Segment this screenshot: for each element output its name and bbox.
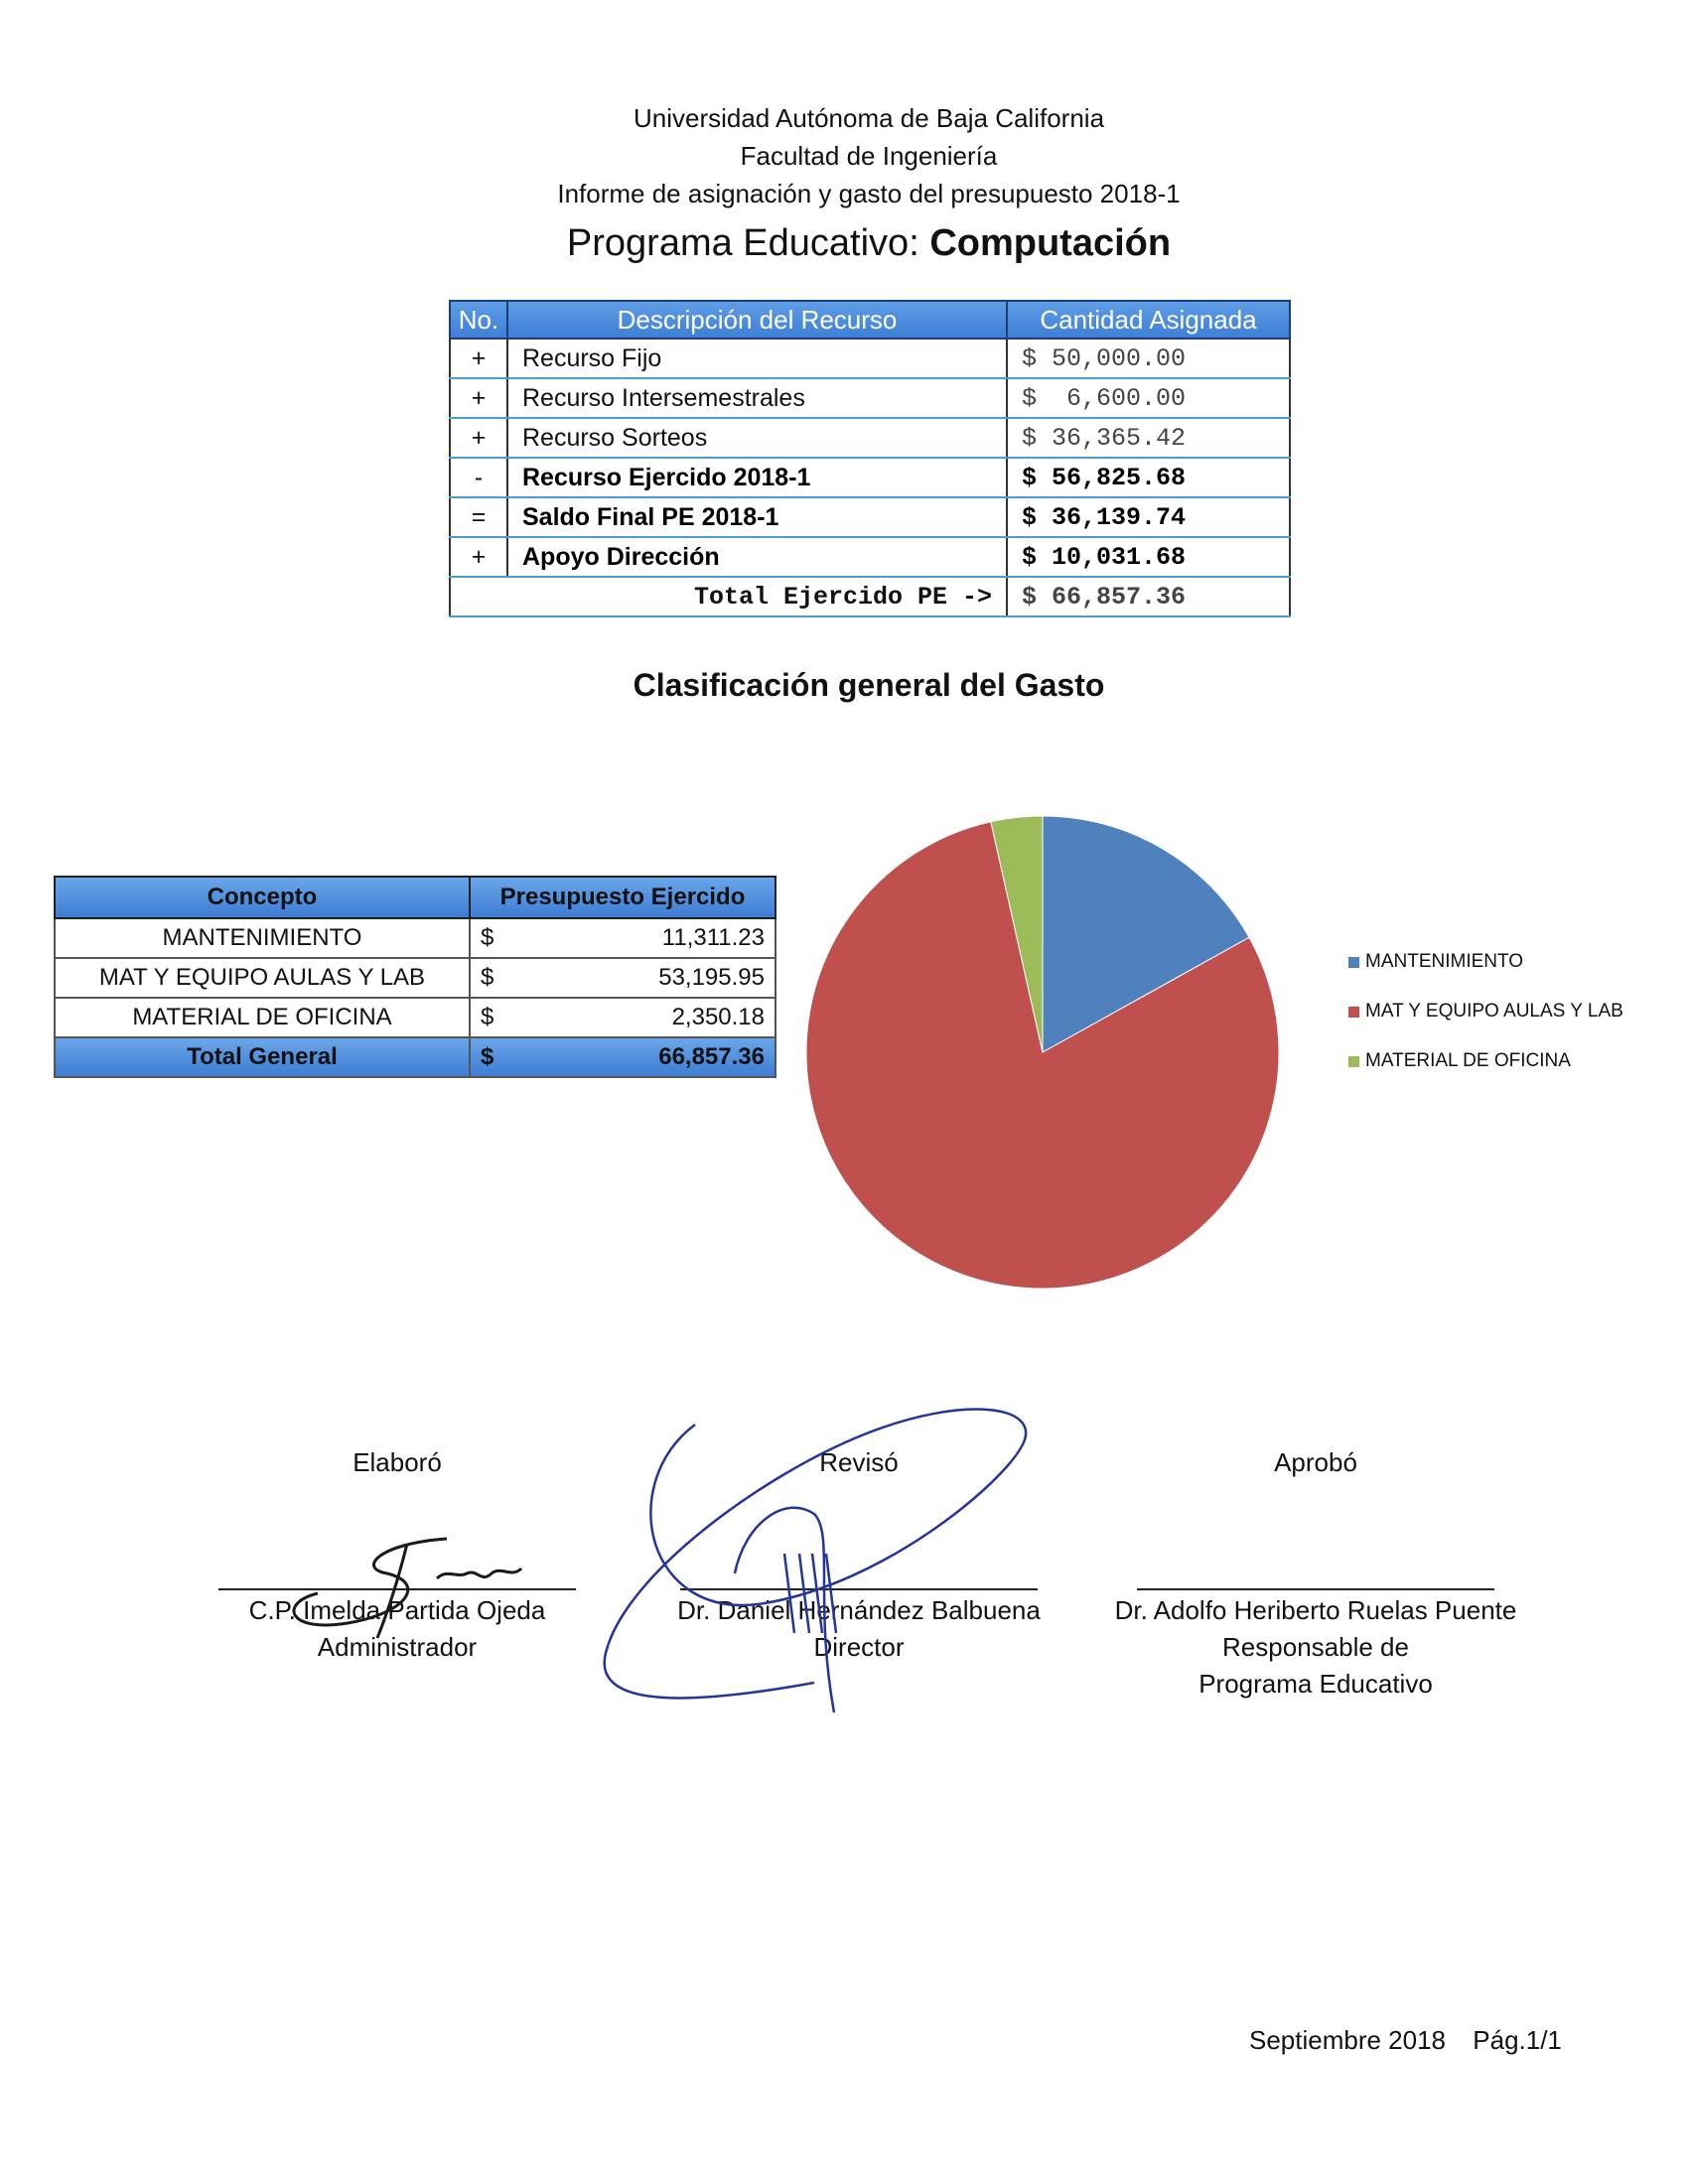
concept-total-row (55, 1037, 775, 1077)
row-symbol: = (450, 497, 507, 537)
col-spent: Presupuesto Ejercido (470, 877, 775, 918)
university-name: Universidad Autónoma de Baja California (633, 103, 1105, 133)
row-symbol: + (450, 418, 507, 458)
row-currency: $ (470, 998, 516, 1037)
table-row (450, 458, 1290, 497)
signature-title: Director (813, 1632, 905, 1662)
budget-total-row (450, 577, 1290, 616)
col-concept: Concepto (55, 877, 470, 918)
chart-legend (1348, 948, 1626, 1097)
legend-item (1348, 998, 1626, 1025)
row-amount: 11,311.23 (516, 918, 775, 958)
program-label: Programa Educativo: (566, 222, 919, 264)
row-amount: $ 10,031.68 (1007, 537, 1290, 577)
table-row (450, 537, 1290, 577)
legend-swatch (1348, 1007, 1359, 1018)
report-title: Informe de asignación y gasto del presupuesto 2018-1 (557, 179, 1181, 208)
row-amount: $ 36,365.42 (1007, 418, 1290, 458)
table-row (55, 918, 775, 958)
row-description: Recurso Fijo (507, 339, 1007, 378)
row-symbol: + (450, 537, 507, 577)
signature-name: Dr. Daniel Hernández Balbuena (677, 1595, 1041, 1625)
signature-role: Elaboró (352, 1447, 442, 1477)
row-description: Recurso Sorteos (507, 418, 1007, 458)
signature-role: Revisó (819, 1447, 899, 1477)
row-description: Recurso Ejercido 2018-1 (507, 458, 1007, 497)
col-amount: Cantidad Asignada (1007, 301, 1290, 339)
budget-table (449, 300, 1291, 617)
concept-header-row (55, 877, 775, 918)
handwritten-signature (258, 1524, 616, 1643)
row-amount: 2,350.18 (516, 998, 775, 1037)
col-description: Descripción del Recurso (507, 301, 1007, 339)
program-name: Computación (929, 222, 1172, 264)
signature-role: Aprobó (1274, 1447, 1357, 1477)
footer-date: Septiembre 2018 (1249, 2025, 1447, 2055)
row-concept: MATERIAL DE OFICINA (55, 998, 470, 1037)
row-amount: 53,195.95 (516, 958, 775, 998)
total-amount: 66,857.36 (516, 1037, 775, 1077)
concept-table (54, 876, 776, 1078)
signature-name: C.P. Imelda Partida Ojeda (248, 1595, 546, 1625)
row-currency: $ (470, 1037, 516, 1077)
row-amount: $ 36,139.74 (1007, 497, 1290, 537)
program-line (0, 214, 1691, 272)
legend-label: MATERIAL DE OFICINA (1365, 1050, 1571, 1071)
budget-header-row (450, 301, 1290, 339)
row-symbol: + (450, 378, 507, 418)
signature-title: Administrador (317, 1632, 478, 1662)
table-row (450, 418, 1290, 458)
legend-swatch (1348, 1056, 1359, 1067)
signature-title: Responsable de Programa Educativo (1198, 1632, 1433, 1699)
table-row (55, 998, 775, 1037)
row-currency: $ (470, 958, 516, 998)
table-row (450, 497, 1290, 537)
row-amount: $ 6,600.00 (1007, 378, 1290, 418)
total-amount: $ 66,857.36 (1007, 577, 1290, 616)
signature-line (1137, 1588, 1494, 1590)
table-row (55, 958, 775, 998)
legend-label: MANTENIMIENTO (1365, 951, 1524, 972)
page-number: Pág.1/1 (1473, 2025, 1562, 2055)
signature-aprobo (1102, 1444, 1529, 1703)
row-currency: $ (470, 918, 516, 958)
row-description: Apoyo Dirección (507, 537, 1007, 577)
table-row (450, 339, 1290, 378)
signature-name: Dr. Adolfo Heriberto Ruelas Puente (1114, 1595, 1517, 1625)
legend-item (1348, 1047, 1626, 1075)
handwritten-signature (586, 1405, 1102, 1742)
total-label: Total General (55, 1037, 470, 1077)
row-amount: $ 50,000.00 (1007, 339, 1290, 378)
faculty-name: Facultad de Ingeniería (740, 141, 998, 171)
row-concept: MANTENIMIENTO (55, 918, 470, 958)
col-no: No. (450, 301, 507, 339)
expense-pie-chart (804, 814, 1281, 1291)
row-symbol: - (450, 458, 507, 497)
legend-swatch (1348, 957, 1359, 968)
document-header (0, 99, 1691, 272)
row-description: Recurso Intersemestrales (507, 378, 1007, 418)
section-title: Clasificación general del Gasto (633, 667, 1105, 703)
row-concept: MAT Y EQUIPO AULAS Y LAB (55, 958, 470, 998)
table-row (450, 378, 1290, 418)
page-footer (1249, 2025, 1562, 2056)
row-description: Saldo Final PE 2018-1 (507, 497, 1007, 537)
legend-item (1348, 948, 1626, 976)
signature-reviso (650, 1444, 1067, 1666)
total-label: Total Ejercido PE -> (450, 577, 1007, 616)
legend-label: MAT Y EQUIPO AULAS Y LAB (1365, 1001, 1623, 1022)
row-symbol: + (450, 339, 507, 378)
row-amount: $ 56,825.68 (1007, 458, 1290, 497)
signature-elaboro (209, 1444, 586, 1666)
